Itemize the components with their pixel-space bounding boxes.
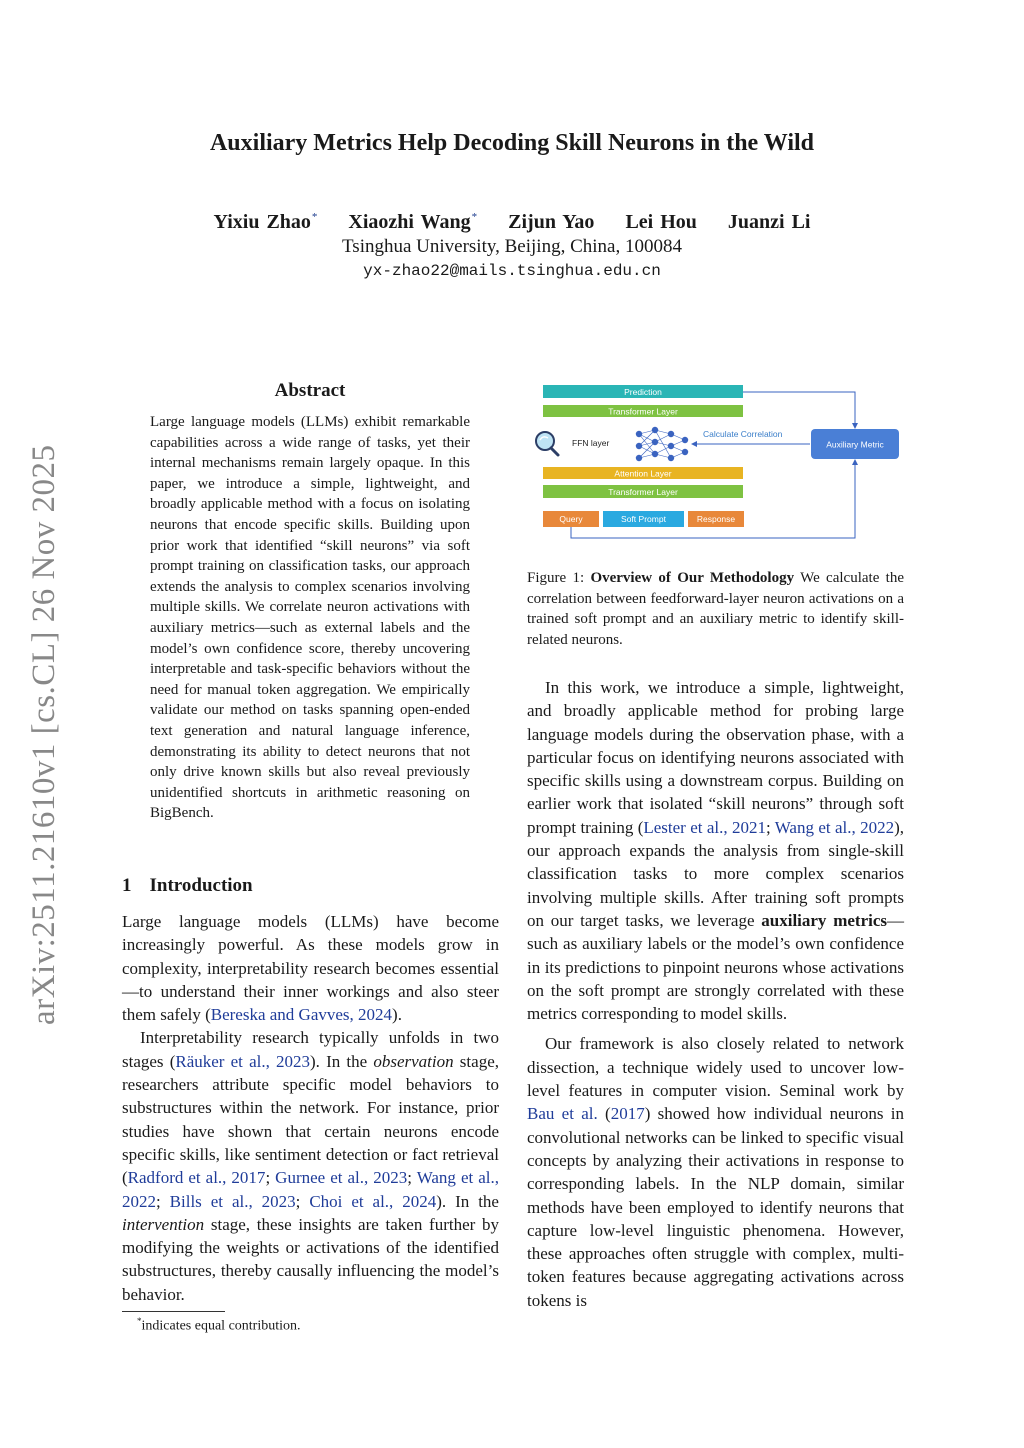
paragraph: Our framework is also closely related to network dissection, a technique widely used to uncover low-level features in computer vision. Seminal work by Bau et al. (2017) showed how individual neurons in convolutional networks can be linked to specific visual concepts by analyzing their activations in response to corresponding labels. In the NLP domain, similar methods have been employed to identify neurons that capture low-level linguistic phenomena. However, these approaches often struggle with complex, multi-token features because aggregating activations across tokens is (527, 1034, 904, 1310)
citation-link[interactable]: Bau et al. (527, 1104, 598, 1124)
author-list (0, 211, 1024, 234)
attention-layer-label: Attention Layer (614, 468, 672, 479)
author: Zijun Yao (508, 211, 595, 233)
auxiliary-metric-label: Auxiliary Metric (826, 439, 884, 450)
citation-link[interactable]: Lester et al., 2021 (643, 817, 766, 837)
paragraph: Interpretability research typically unfolds in two stages (Räuker et al., 2023). In the observation stage, researchers attribute specific model behaviors to substructures within the network. For instance, prior studies have shown that certain neurons encode specific skills, like sentiment detection or fact retrieval (Radford et al., 2017; Gurnee et al., 2023; Wang et al., 2022; Bills et al., 2023; Choi et al., 2024). In the intervention stage, these insights are taken further by modifying the weights or activations of the identified substructures, thereby causally influencing the model’s behavior. (122, 1028, 499, 1304)
section-heading (122, 875, 253, 897)
section-number: 1 (122, 875, 132, 896)
paragraph: Large language models (LLMs) have become increasingly powerful. As these models grow in complexity, interpretability research becomes essential—to understand their inner workings and also steer them safely (Bereska and Gavves, 2024). (122, 912, 499, 1025)
affiliation: Tsinghua University, Beijing, China, 100084 (342, 236, 682, 257)
prediction-label: Prediction (624, 387, 662, 397)
query-label: Query (559, 514, 583, 524)
author: Yixiu Zhao* (213, 211, 318, 233)
footnote-rule (122, 1311, 225, 1312)
author-email[interactable]: yx-zhao22@mails.tsinghua.edu.cn (363, 262, 661, 280)
intro-column-left (122, 910, 499, 1306)
citation-link[interactable]: Räuker et al., 2023 (175, 1051, 311, 1071)
figure-1-caption: Figure 1: Overview of Our Methodology We calculate the correlation between feedforward-layer neuron activations on a trained soft prompt and an auxiliary metric to identify skill-related neurons. (527, 570, 904, 648)
citation-link[interactable]: Radford et al., 2017 (127, 1168, 266, 1188)
arxiv-watermark: arXiv:2511.21610v1 [cs.CL] 26 Nov 2025 (26, 444, 62, 1025)
abstract-heading: Abstract (274, 380, 346, 401)
transformer-layer-bottom-label: Transformer Layer (608, 487, 678, 497)
citation-link[interactable]: Wang et al., 2022 (122, 1168, 499, 1211)
author: Xiaozhi Wang* (348, 211, 478, 233)
citation-link[interactable]: Bills et al., 2023 (169, 1191, 296, 1211)
figure-1-diagram (527, 378, 907, 548)
neuron-network-icon (639, 430, 685, 458)
paragraph: In this work, we introduce a simple, lightweight, and broadly applicable method for probing large language models during the observation phase, with a particular focus on identifying neurons associated with specific skills using a downstream corpus. Building on earlier work that isolated “skill neurons” through soft prompt training (Lester et al., 2021; Wang et al., 2022), our approach expands the analysis from single-skill classification tasks to more complex scenarios involving multiple skills. After training soft prompts on our target tasks, we leverage auxiliary metrics—such as auxiliary labels or the model’s own confidence in its predictions to pinpoint neurons whose activations on the soft prompt are strongly correlated with these metrics corresponding to model skills. (527, 678, 904, 1024)
intro-column-right (527, 676, 904, 1312)
paper-title: Auxiliary Metrics Help Decoding Skill Neurons in the Wild (209, 130, 815, 156)
citation-link[interactable]: Bereska and Gavves, 2024 (210, 1005, 393, 1025)
citation-link[interactable]: Gurnee et al., 2023 (275, 1168, 408, 1188)
section-title: Introduction (149, 875, 253, 896)
response-label: Response (696, 514, 736, 524)
footnote: *indicates equal contribution. (137, 1316, 301, 1334)
transformer-layer-top-label: Transformer Layer (608, 406, 678, 417)
citation-link[interactable]: 2017 (610, 1104, 645, 1124)
soft-prompt-label: Soft Prompt (621, 514, 666, 524)
author: Lei Hou (625, 211, 697, 233)
prediction-to-aux-line (743, 392, 855, 424)
magnifier-icon (536, 432, 558, 455)
author: Juanzi Li (727, 211, 811, 233)
citation-link[interactable]: Choi et al., 2024 (309, 1191, 437, 1211)
abstract-text: Large language models (LLMs) exhibit remarkable capabilities across a wide range of tasks, yet their internal mechanisms remain largely opaque. In this paper, we introduce a simple, lightweight, and broadly applicable method with a focus on isolating neurons that encode specific skills. Building upon prior work that identified “skill neurons” via soft prompt training on classification tasks, our approach extends the analysis to complex scenarios involving multiple skills. We correlate neuron activations with auxiliary metrics—such as external labels and the model’s own confidence score, thereby uncovering interpretable and task-specific behaviors without the need for manual token aggregation. We empirically validate our method on tasks spanning open-ended text generation and natural language inference, demonstrating its ability to detect neurons that not only drive known skills but also reveal previously unidentified shortcuts in arithmetic reasoning on BigBench. (150, 414, 470, 822)
calculate-correlation-label: Calculate Correlation (703, 429, 783, 439)
ffn-label: FFN layer (572, 438, 610, 448)
citation-link[interactable]: Wang et al., 2022 (774, 817, 895, 837)
